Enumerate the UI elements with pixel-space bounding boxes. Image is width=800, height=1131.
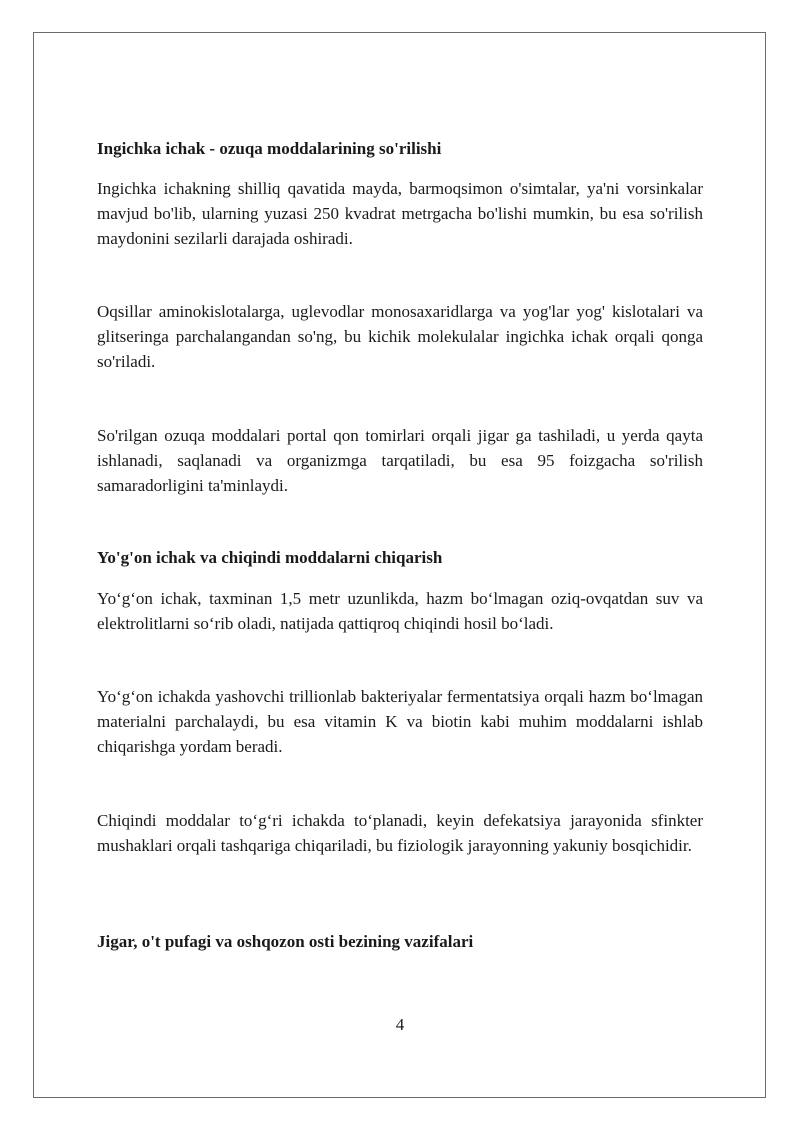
paragraph: So'rilgan ozuqa moddalari portal qon tomirlari orqali jigar ga tashiladi, u yerda qayta ishlanadi, saqlanadi va organizmga tarqatiladi, bu esa 95 foizgacha so'rilish samaradorligini ta'minlaydi.: [97, 426, 703, 495]
page-number: 4: [395, 1015, 405, 1034]
section-heading: Jigar, o't pufagi va oshqozon osti bezining vazifalari: [97, 932, 474, 951]
section-heading: Ingichka ichak - ozuqa moddalarining so'rilishi: [97, 139, 442, 158]
paragraph: Yo‘g‘on ichak, taxminan 1,5 metr uzunlikda, hazm bo‘lmagan oziq-ovqatdan suv va elektrolitlarni so‘rib oladi, natijada qattiqroq chiqindi hosil bo‘ladi.: [97, 589, 703, 633]
section-heading: Yo'g'on ichak va chiqindi moddalarni chiqarish: [97, 548, 443, 567]
paragraph: Chiqindi moddalar to‘g‘ri ichakda to‘planadi, keyin defekatsiya jarayonida sfinkter mushaklari orqali tashqariga chiqariladi, bu fiziologik jarayonning yakuniy bosqichidir.: [97, 811, 703, 855]
paragraph: Oqsillar aminokislotalarga, uglevodlar monosaxaridlarga va yog'lar yog' kislotalari va glitseringa parchalangandan so'ng, bu kichik molekulalar ingichka ichak orqali qonga so'riladi.: [97, 302, 703, 371]
paragraph: Yo‘g‘on ichakda yashovchi trillionlab bakteriyalar fermentatsiya orqali hazm bo‘lmagan materialni parchalaydi, bu esa vitamin K va biotin kabi muhim moddalarni ishlab chiqarishga yordam beradi.: [97, 687, 703, 756]
paragraph: Ingichka ichakning shilliq qavatida mayda, barmoqsimon o'simtalar, ya'ni vorsinkalar mavjud bo'lib, ularning yuzasi 250 kvadrat metrgacha bo'lishi mumkin, bu esa so'rilish maydonini sezilarli darajada oshiradi.: [97, 179, 703, 248]
